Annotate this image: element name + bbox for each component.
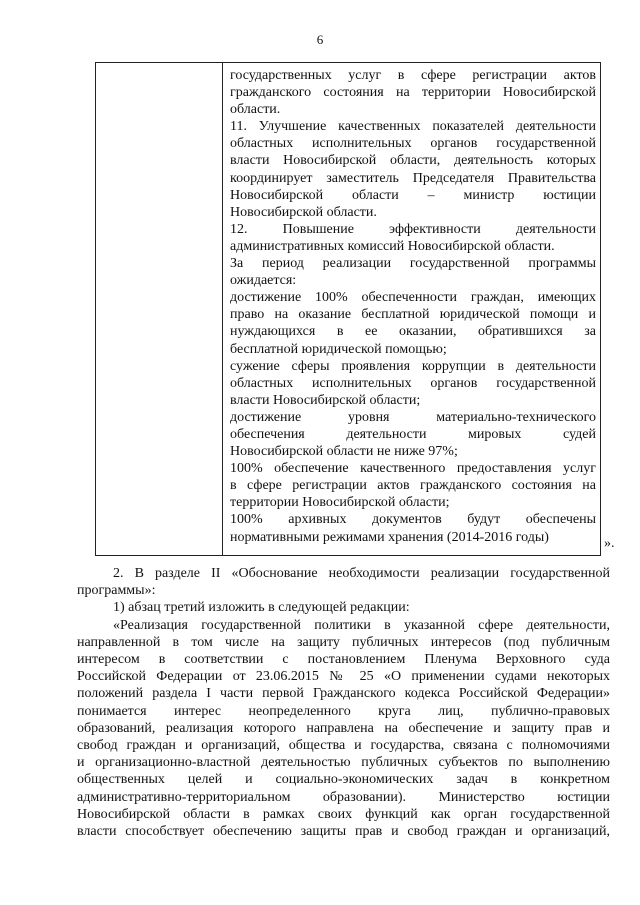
body-line: программы»: <box>77 583 156 599</box>
closing-quote: ». <box>604 536 615 551</box>
body-line: общественных целей и социально-экономических задач в конкретном <box>77 772 610 788</box>
body-text <box>77 565 610 840</box>
body-line: и организационно-властной деятельностью публичных субъектов по выполнению <box>77 755 610 771</box>
cell-line: Новосибирской области. <box>230 204 377 220</box>
cell-line: в сфере регистрации актов гражданского состояния на <box>230 478 596 494</box>
cell-line: административных комиссий Новосибирской области. <box>230 238 555 254</box>
cell-line: достижение 100% обеспеченности граждан, имеющих <box>230 290 596 306</box>
body-line: 2. В разделе II «Обоснование необходимости реализации государственной <box>113 566 610 581</box>
body-line: власти способствует обеспечению защиты прав и свобод граждан и организаций, <box>77 824 610 840</box>
cell-line: ожидается: <box>230 273 297 289</box>
body-line: положений раздела I части первой Гражданского кодекса Российской Федерации» <box>77 686 610 702</box>
cell-line: областных исполнительных органов государственной <box>230 375 596 391</box>
cell-line: 100% архивных документов будут обеспечены <box>230 512 596 528</box>
cell-line: 100% обеспечение качественного предоставления услуг <box>230 461 596 477</box>
cell-line: 12. Повышение эффективности деятельности <box>230 221 596 237</box>
body-line: Новосибирской области в рамках своих функций как орган государственной <box>77 806 610 822</box>
cell-line: обеспечения деятельности мировых судей <box>230 426 596 442</box>
table-column-divider <box>222 63 223 555</box>
cell-line: государственных услуг в сфере регистрации актов <box>230 68 596 83</box>
table-right-cell <box>230 67 596 546</box>
cell-line: 11. Улучшение качественных показателей деятельности <box>230 119 596 135</box>
cell-line: областных исполнительных органов государственной <box>230 136 596 152</box>
body-line: свобод граждан и организаций, общества и государства, связана с полномочиями <box>77 738 610 754</box>
cell-line: Новосибирской области не ниже 97%; <box>230 444 458 460</box>
cell-line: бесплатной юридической помощью; <box>230 341 447 357</box>
cell-line: координирует заместитель Председателя Правительства <box>230 170 596 186</box>
page-number: 6 <box>316 32 324 47</box>
body-line: «Реализация государственной политики в указанной сфере деятельности, <box>113 617 610 633</box>
cell-line: территории Новосибирской области; <box>230 495 450 511</box>
cell-line: власти Новосибирской области, деятельность которых <box>230 153 596 169</box>
body-line: понимается интерес неопределенного круга лиц, публично-правовых <box>77 703 610 719</box>
body-line: направленной в том числе на защиту публичных интересов (под публичным <box>77 634 610 650</box>
cell-line: нормативными режимами хранения (2014-2016 годы) <box>230 529 549 545</box>
body-line: интересом в соответствии с постановлением Пленума Верховного суда <box>77 652 610 668</box>
cell-line: нуждающихся в ее оказании, обратившихся за <box>230 324 596 340</box>
cell-line: За период реализации государственной программы <box>230 256 596 272</box>
body-line: 1) абзац третий изложить в следующей редакции: <box>113 600 410 616</box>
cell-line: Новосибирской области – министр юстиции <box>230 187 596 203</box>
cell-line: власти Новосибирской области; <box>230 392 421 408</box>
cell-line: достижение уровня материально-технического <box>230 409 596 425</box>
cell-line: сужение сферы проявления коррупции в деятельности <box>230 358 596 374</box>
cell-line: гражданского состояния на территории Новосибирской <box>230 85 596 101</box>
body-line: образований, реализация которого направлена на обеспечение и защиту прав и <box>77 720 610 736</box>
program-table <box>95 62 601 556</box>
body-line: Российской Федерации от 23.06.2015 № 25 «О применении судами некоторых <box>77 669 610 685</box>
cell-line: право на оказание бесплатной юридической помощи и <box>230 307 596 323</box>
cell-line: области. <box>230 102 281 118</box>
body-line: административно-территориальном образовании). Министерство юстиции <box>77 789 610 805</box>
